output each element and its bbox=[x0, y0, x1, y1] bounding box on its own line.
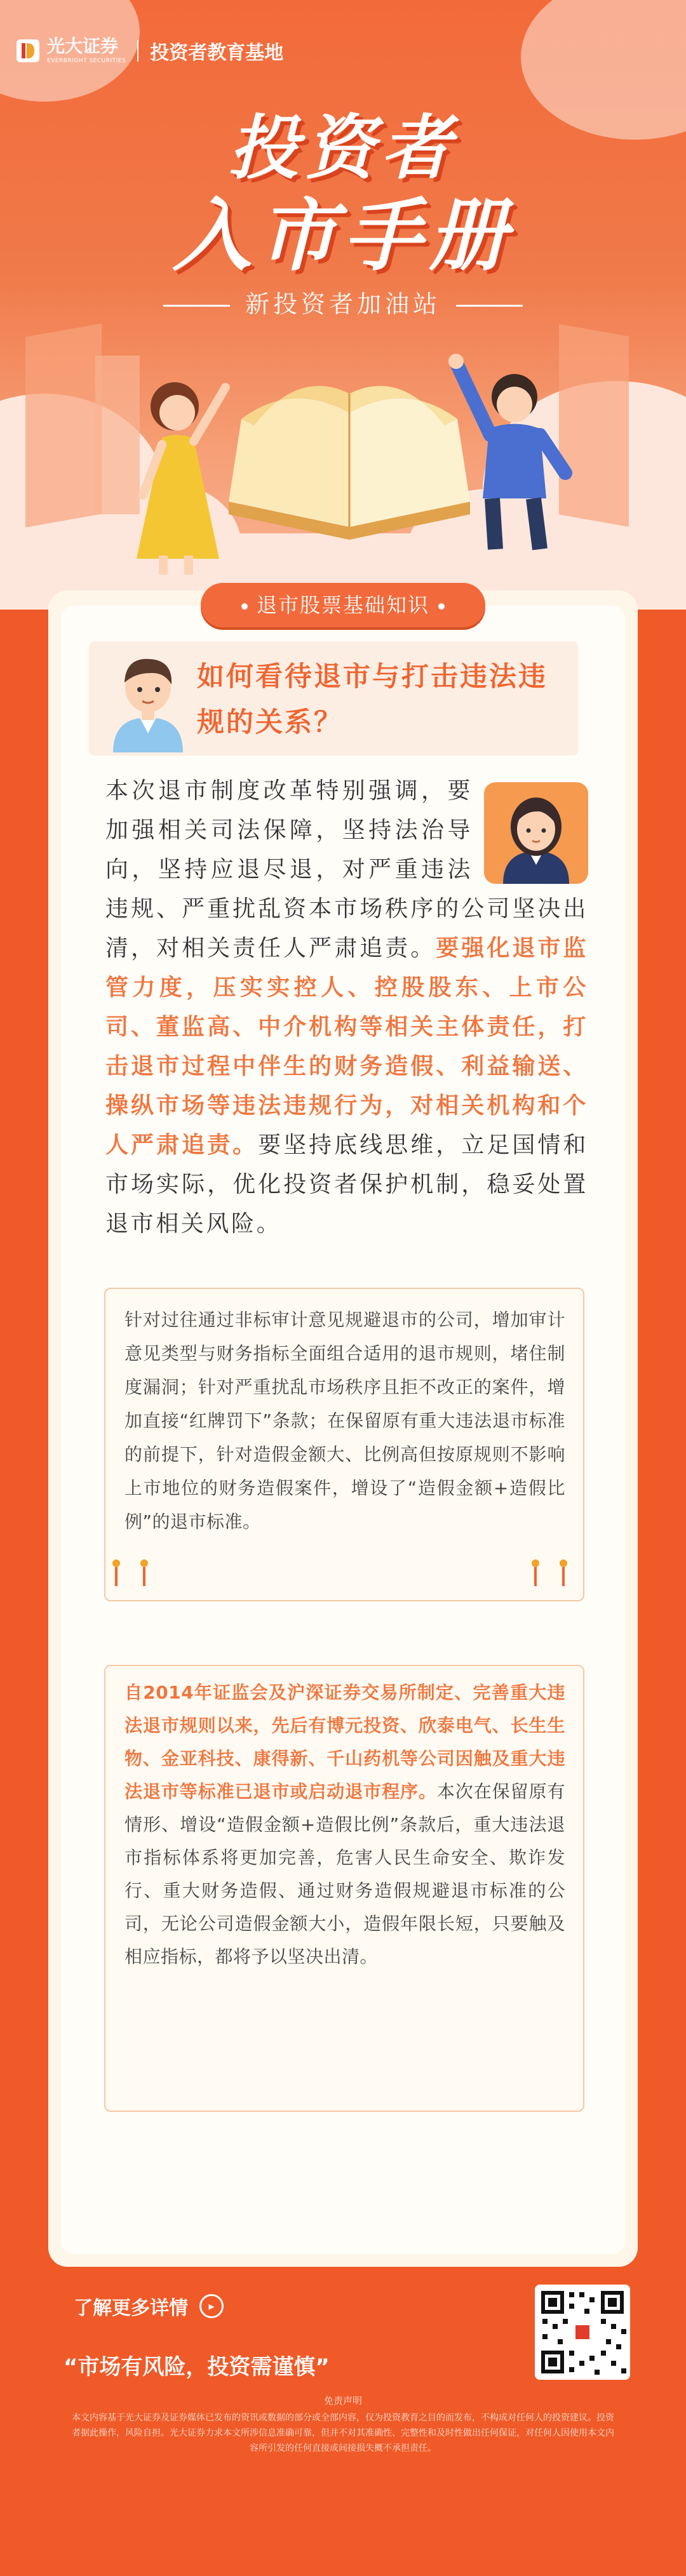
ornament-icon bbox=[112, 1557, 121, 1589]
brand-logo-icon bbox=[17, 39, 39, 62]
info-box-2-highlight: 自2014年证监会及沪深证券交易所制定、完善重大违法退市规则以来，先后有博元投资、欣泰电气、长生生物、金亚科技、康得新、千山药机等公司因触及重大违法退市等标准已退市或启动退市程序。 bbox=[124, 1682, 565, 1802]
man-avatar-illustration bbox=[100, 648, 196, 752]
info-box-2-rest: 本次在保留原有情形、增设“造假金额+造假比例”条款后，重大违法退市指标体系将更加完善，危害人民生命安全、欺诈发行、重大财务造假、通过财务造假规避退市标准的公司，无论公司造假金额大小，造假年限长短，只要触及相应指标，都将予以坚决出清。 bbox=[124, 1781, 565, 1967]
subtitle-line-right bbox=[456, 305, 523, 307]
ornament-icon bbox=[531, 1557, 540, 1589]
section-tag-label: 退市股票基础知识 bbox=[256, 593, 429, 617]
tag-dot-left bbox=[241, 603, 248, 610]
hero-title-line2: 入市手册 bbox=[172, 190, 513, 282]
brand-header bbox=[17, 37, 283, 65]
body-text-part1: 本次退市制度改革特别强调，要加强相关司法保障，坚持法治导向，坚持应退尽退，对严重违法违规、严重扰乱资本市场秩序的公司坚决出清，对相关责任人严肃追责。 bbox=[105, 778, 588, 961]
hero-title-line1: 投资者 bbox=[229, 107, 457, 189]
arrow-right-icon[interactable]: ▸ bbox=[199, 2294, 224, 2318]
ornament-icon bbox=[140, 1557, 149, 1589]
question-title: 如何看待退市与打击违法违规的关系？ bbox=[197, 661, 548, 738]
learn-more-link[interactable] bbox=[74, 2292, 224, 2320]
subtitle-line-left bbox=[163, 305, 230, 307]
disclaimer-title: 免责声明 bbox=[323, 2395, 362, 2406]
girl-illustration bbox=[124, 368, 238, 578]
qr-code-icon[interactable] bbox=[535, 2285, 630, 2380]
hero-subtitle bbox=[0, 284, 686, 319]
info-box-1-text: 针对过往通过非标审计意见规避退市的公司，增加审计意见类型与财务指标全面组合适用的退市规则，堵住制度漏洞；针对严重扰乱市场秩序且拒不改正的案件，增加直接“红牌罚下”条款；在保留原有重大违法退市标准的前提下，针对造假金额大、比例高但按原规则不影响上市地位的财务造假案件，增设了“造假金额+造假比例”的退市标准。 bbox=[124, 1309, 565, 1532]
disclaimer-text: 本文内容基于光大证券及证券媒体已发布的资讯或数据的部分或全部内容，仅为投资教育之目的而发布，不构成对任何人的投资建议。投资者据此操作，风险自担。光大证券力求本文所涉信息准确可靠，但并不对其准确性、完整性和及时性做出任何保证，对任何人因使用本文内容所引发的任何直接或间接损失概不承担责任。 bbox=[72, 2413, 614, 2453]
brand-name-en: EVERBRIGHT SECURITIES bbox=[47, 58, 126, 64]
ornament-icon bbox=[559, 1557, 568, 1589]
risk-notice: “市场有风险，投资需谨慎” bbox=[64, 2354, 330, 2380]
brand-name: 光大证券 bbox=[47, 36, 119, 57]
body-text-highlight: 要强化退市监管力度，压实实控人、控股股东、上市公司、董监高、中介机构等相关主体责任，打击退市过程中伴生的财务造假、利益输送、操纵市场等违法违规行为，对相关机构和个人严肃追责。 bbox=[105, 935, 588, 1158]
tag-dot-right bbox=[438, 603, 445, 610]
boy-illustration bbox=[438, 346, 578, 556]
section-tag bbox=[201, 583, 485, 627]
info-box-2-text bbox=[124, 1676, 565, 1973]
brand-slogan: 投资者教育基地 bbox=[150, 42, 284, 64]
body-paragraph bbox=[105, 771, 588, 1244]
hero-subtitle-text: 新投资者加油站 bbox=[245, 290, 441, 318]
body-text-part2: 要坚持底线思维，立足国情和市场实际，优化投资者保护机制，稳妥处置退市相关风险。 bbox=[105, 1132, 588, 1237]
avatar-float-spacer bbox=[473, 771, 588, 879]
brand-divider bbox=[137, 40, 138, 62]
learn-more-label: 了解更多详情 bbox=[74, 2297, 188, 2319]
